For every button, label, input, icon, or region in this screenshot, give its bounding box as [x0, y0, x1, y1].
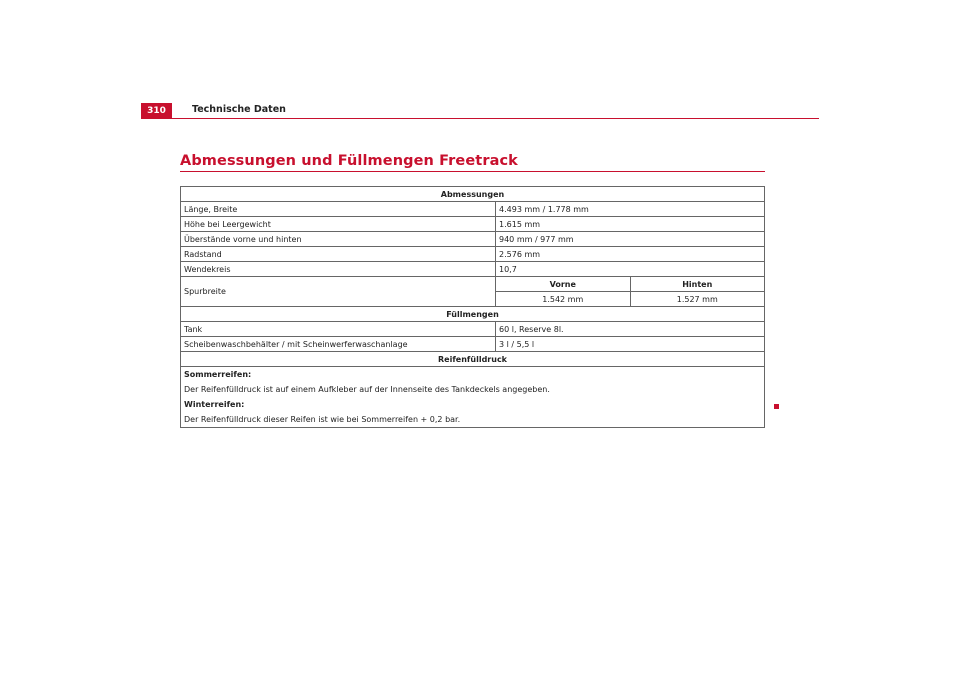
table-row [181, 322, 765, 337]
row-value: 3 l / 5,5 l [496, 337, 765, 352]
table-row [181, 262, 765, 277]
sommerreifen-label: Sommerreifen: [184, 370, 252, 379]
row-label: Tank [181, 322, 496, 337]
row-value: 2.576 mm [496, 247, 765, 262]
table-section-header [181, 352, 765, 367]
table-section-header [181, 307, 765, 322]
spec-table [180, 186, 765, 428]
row-value: 10,7 [496, 262, 765, 277]
spurbreite-label: Spurbreite [181, 277, 496, 307]
section-rule [180, 171, 765, 172]
section-end-marker [774, 404, 779, 409]
page-number: 310 [141, 103, 172, 119]
reifenfuelldruck-heading: Reifenfülldruck [181, 352, 765, 367]
spurbreite-rear-value: 1.527 mm [676, 294, 718, 304]
fuellmengen-heading: Füllmengen [181, 307, 765, 322]
table-row [181, 337, 765, 352]
winterreifen-label: Winterreifen: [184, 400, 245, 409]
chapter-title: Technische Daten [192, 104, 286, 115]
row-label: Höhe bei Leergewicht [181, 217, 496, 232]
table-row [181, 232, 765, 247]
section-title: Abmessungen und Füllmengen Freetrack [180, 153, 518, 169]
reifenfuelldruck-row [181, 367, 765, 428]
header-rule [172, 118, 819, 119]
table-row [181, 217, 765, 232]
row-value: 60 l, Reserve 8l. [496, 322, 765, 337]
row-label: Wendekreis [181, 262, 496, 277]
row-label: Radstand [181, 247, 496, 262]
table-row [181, 247, 765, 262]
spurbreite-front-value: 1.542 mm [496, 292, 630, 307]
table-section-header [181, 187, 765, 202]
reifenfuelldruck-cell [181, 367, 765, 428]
page-header [141, 103, 819, 119]
spurbreite-cell [496, 277, 765, 307]
row-value: 4.493 mm / 1.778 mm [496, 202, 765, 217]
winterreifen-text: Der Reifenfülldruck dieser Reifen ist wie bei Sommerreifen + 0,2 bar. [184, 415, 461, 424]
row-label: Überstände vorne und hinten [181, 232, 496, 247]
table-row-spurbreite [181, 277, 765, 307]
table-row [181, 202, 765, 217]
sommerreifen-text: Der Reifenfülldruck ist auf einem Aufkleber auf der Innenseite des Tankdeckels angegeben. [184, 385, 550, 394]
spurbreite-subtable [496, 277, 764, 306]
row-label: Länge, Breite [181, 202, 496, 217]
row-label: Scheibenwaschbehälter / mit Scheinwerferwaschanlage [181, 337, 496, 352]
spurbreite-rear-label: Hinten [630, 277, 764, 292]
spurbreite-front-label: Vorne [496, 277, 630, 292]
row-value: 1.615 mm [496, 217, 765, 232]
abmessungen-heading: Abmessungen [181, 187, 765, 202]
row-value: 940 mm / 977 mm [496, 232, 765, 247]
